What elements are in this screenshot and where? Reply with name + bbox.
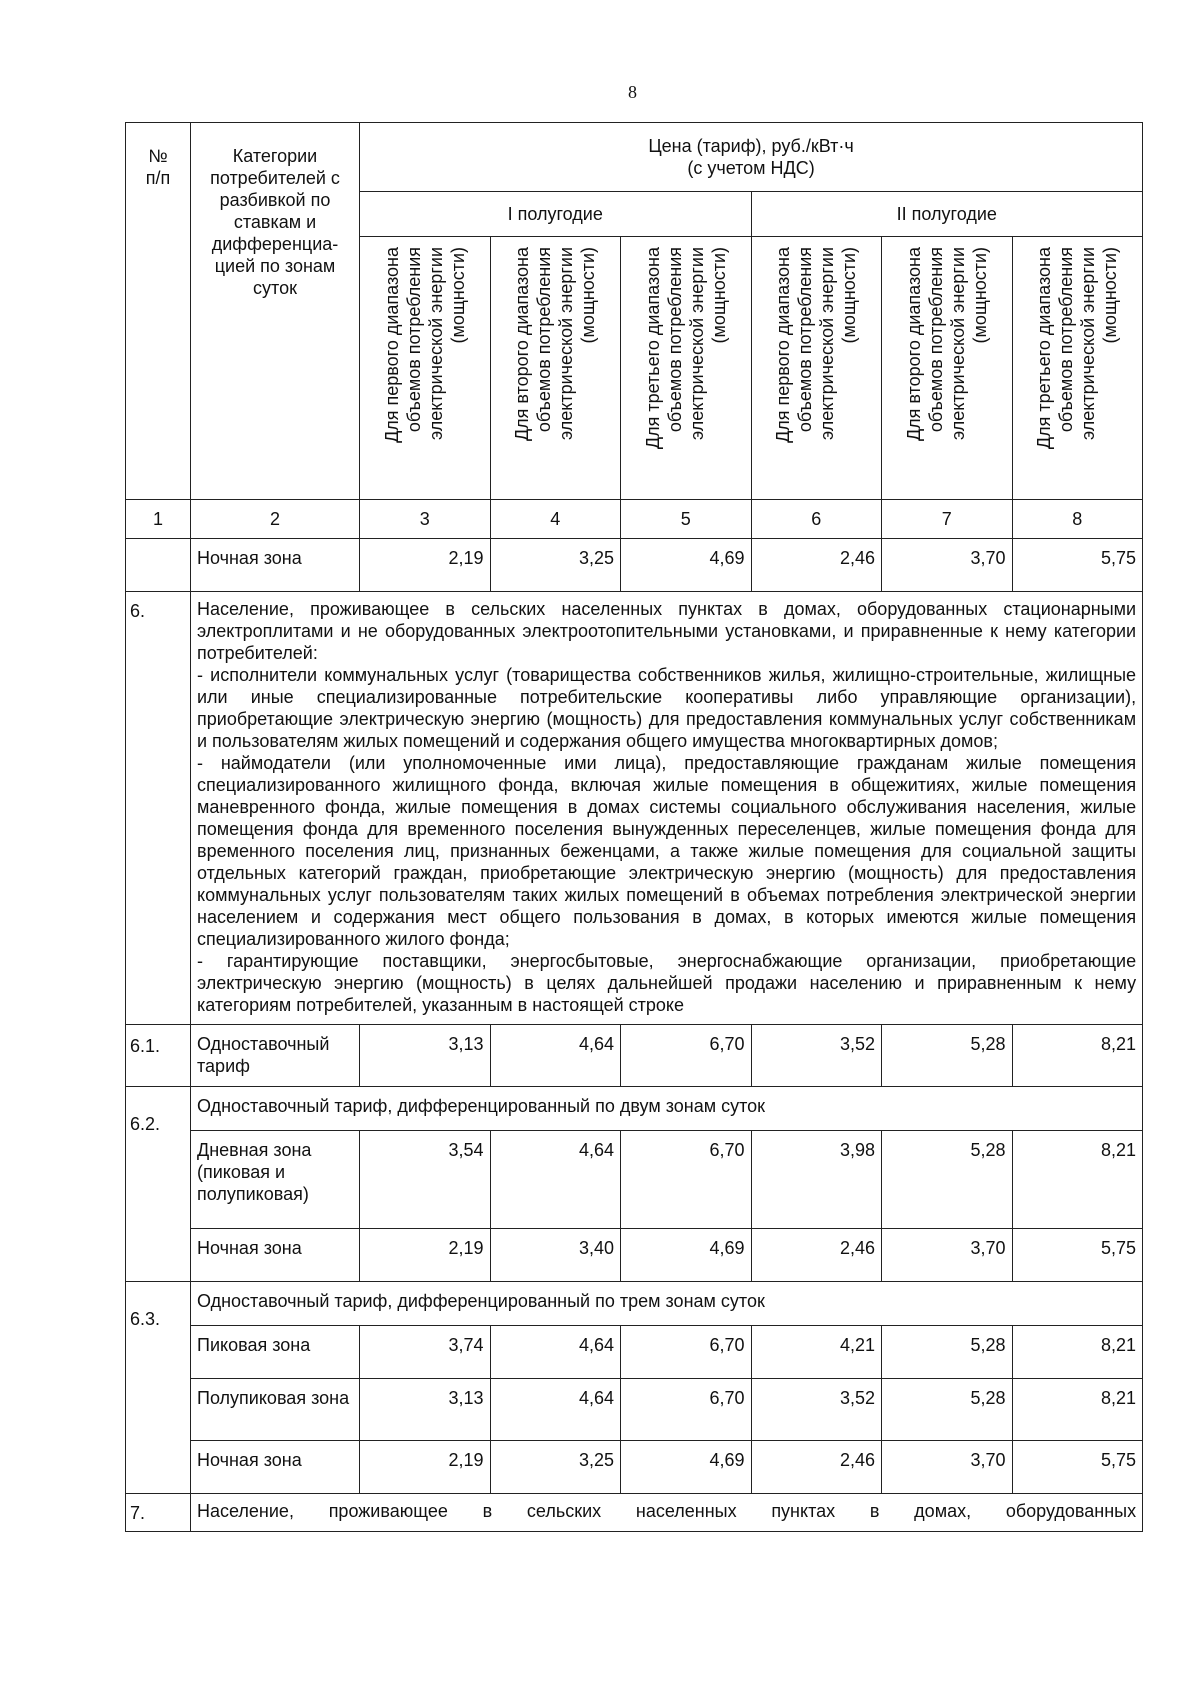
tariff-value: 8,21 [1012, 1379, 1143, 1441]
tariff-value: 6,70 [621, 1025, 752, 1087]
table-row [126, 1229, 1143, 1282]
tariff-value: 4,21 [751, 1326, 882, 1379]
tariff-value: 5,75 [1012, 539, 1143, 592]
tariff-value: 2,46 [751, 539, 882, 592]
tariff-value: 3,70 [882, 1229, 1013, 1282]
tariff-value: 4,69 [621, 1229, 752, 1282]
tariff-value: 3,70 [882, 1441, 1013, 1494]
tariff-value: 6,70 [621, 1131, 752, 1229]
tariff-value: 3,74 [360, 1326, 491, 1379]
tariff-value: 8,21 [1012, 1131, 1143, 1229]
row-label: Полупиковая зона [191, 1379, 360, 1441]
tariff-value: 8,21 [1012, 1326, 1143, 1379]
row-title: Одноставочный тариф, дифференцированный по трем зонам суток [191, 1282, 1143, 1326]
column-index: 5 [621, 500, 752, 539]
tariff-value: 3,13 [360, 1379, 491, 1441]
tariff-value: 6,70 [621, 1326, 752, 1379]
tariff-value: 3,25 [490, 539, 621, 592]
row-num: 6.1. [126, 1025, 191, 1087]
tariff-value: 4,64 [490, 1025, 621, 1087]
header-range-3: Для третьего диапазона объемов потребления электрической энергии (мощности) [621, 237, 752, 500]
header-num: № п/п [126, 123, 191, 500]
table-row [126, 1087, 1143, 1131]
tariff-value: 5,28 [882, 1131, 1013, 1229]
header-range-6: Для третьего диапазона объемов потребления электрической энергии (мощности) [1012, 237, 1143, 500]
tariff-value: 3,40 [490, 1229, 621, 1282]
row-label: Пиковая зона [191, 1326, 360, 1379]
column-index: 4 [490, 500, 621, 539]
header-range-5: Для второго диапазона объемов потребления электрической энергии (мощности) [882, 237, 1013, 500]
tariff-value: 5,28 [882, 1025, 1013, 1087]
row-num: 6. [126, 592, 191, 1025]
tariff-value: 4,64 [490, 1131, 621, 1229]
tariff-value: 2,46 [751, 1441, 882, 1494]
header-range-4: Для первого диапазона объемов потребления электрической энергии (мощности) [751, 237, 882, 500]
tariff-value: 6,70 [621, 1379, 752, 1441]
tariff-value: 5,75 [1012, 1441, 1143, 1494]
table-row [126, 1131, 1143, 1229]
row-num [126, 539, 191, 592]
table-row [126, 1282, 1143, 1326]
row-label: Ночная зона [191, 539, 360, 592]
tariff-value: 2,46 [751, 1229, 882, 1282]
table-row [126, 1025, 1143, 1087]
tariff-value: 3,52 [751, 1379, 882, 1441]
column-index: 6 [751, 500, 882, 539]
header-range-2: Для второго диапазона объемов потребления электрической энергии (мощности) [490, 237, 621, 500]
tariff-value: 3,52 [751, 1025, 882, 1087]
tariff-value: 4,69 [621, 539, 752, 592]
section-description: Население, проживающее в сельских населенных пунктах в домах, оборудованных [191, 1494, 1143, 1532]
tariff-value: 3,13 [360, 1025, 491, 1087]
tariff-value: 3,70 [882, 539, 1013, 592]
column-index-row [126, 500, 1143, 539]
header-category: Категории потребителей с разбивкой по ставкам и дифференциа-цией по зонам суток [191, 123, 360, 500]
row-label: Дневная зона (пиковая и полупиковая) [191, 1131, 360, 1229]
tariff-value: 3,98 [751, 1131, 882, 1229]
tariff-value: 3,25 [490, 1441, 621, 1494]
row-num: 7. [126, 1494, 191, 1532]
tariff-table [125, 122, 1143, 1532]
row-label: Одноставочный тариф [191, 1025, 360, 1087]
row-label: Ночная зона [191, 1441, 360, 1494]
row-num: 6.2. [126, 1087, 191, 1282]
tariff-value: 8,21 [1012, 1025, 1143, 1087]
section-description: Население, проживающее в сельских населенных пунктах в домах, оборудованных стационарными электроплитами и не оборудованных электроотопительными установками, и приравненные к нему категории потребителей: - исполнители коммунальных услуг (товарищества собственников жилья, жилищно-строительные, жилищные или иные специализированные потребительские кооперативы либо управляющие организации), приобретающие электрическую энергию (мощность) для предоставления коммунальных услуг собственникам и пользователям жилых помещений и содержания общего имущества многоквартирных домов; - наймодатели (или уполномоченные ими лица), предоставляющие гражданам жилые помещения специализированного жилищного фонда, включая жилые помещения в общежитиях, жилые помещения маневренного фонда, жилые помещения в домах системы социального обслуживания населения, жилые помещения фонда для временного поселения вынужденных переселенцев, жилые помещения фонда для временного поселения лиц, признанных беженцами, а также жилые помещения для социальной защиты отдельных категорий граждан, приобретающие электрическую энергию (мощность) для предоставления коммунальных услуг пользователям таких жилых помещений в объемах потребления электрической энергии населением и содержания мест общего пользования в домах, в которых имеются жилые помещения специализированного жилого фонда; - гарантирующие поставщики, энергосбытовые, энергоснабжающие организации, приобретающие электрическую энергию (мощность) в целях дальнейшей продажи населению и приравненным к нему категориям потребителей, указанным в настоящей строке [191, 592, 1143, 1025]
row-label: Ночная зона [191, 1229, 360, 1282]
column-index: 8 [1012, 500, 1143, 539]
header-range-1: Для первого диапазона объемов потребления электрической энергии (мощности) [360, 237, 491, 500]
column-index: 7 [882, 500, 1013, 539]
page-number: 8 [628, 82, 637, 102]
tariff-value: 2,19 [360, 1441, 491, 1494]
header-half-2: II полугодие [751, 192, 1143, 237]
table-row [126, 1326, 1143, 1379]
header-price: Цена (тариф), руб./кВт·ч (с учетом НДС) [360, 123, 1143, 192]
tariff-value: 2,19 [360, 1229, 491, 1282]
column-index: 3 [360, 500, 491, 539]
tariff-value: 2,19 [360, 539, 491, 592]
tariff-value: 5,28 [882, 1326, 1013, 1379]
table-row [126, 1379, 1143, 1441]
tariff-value: 4,64 [490, 1326, 621, 1379]
row-title: Одноставочный тариф, дифференцированный по двум зонам суток [191, 1087, 1143, 1131]
section-row-6 [126, 592, 1143, 1025]
tariff-value: 3,54 [360, 1131, 491, 1229]
tariff-value: 4,64 [490, 1379, 621, 1441]
table-row [126, 539, 1143, 592]
table-row [126, 1441, 1143, 1494]
section-row-7 [126, 1494, 1143, 1532]
header-half-1: I полугодие [360, 192, 752, 237]
tariff-value: 5,75 [1012, 1229, 1143, 1282]
column-index: 2 [191, 500, 360, 539]
tariff-value: 5,28 [882, 1379, 1013, 1441]
row-num: 6.3. [126, 1282, 191, 1494]
tariff-value: 4,69 [621, 1441, 752, 1494]
column-index: 1 [126, 500, 191, 539]
